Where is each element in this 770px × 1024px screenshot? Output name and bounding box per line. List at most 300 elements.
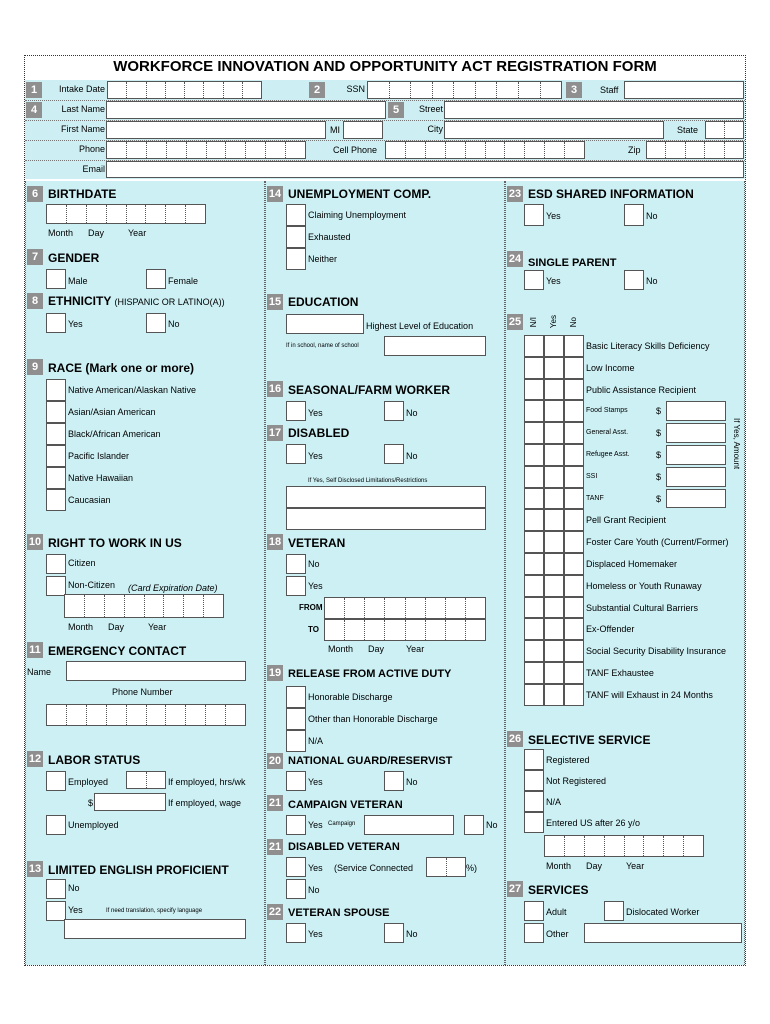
barrier-checkbox[interactable]	[564, 466, 584, 488]
from-label: FROM	[299, 603, 323, 612]
section-number: 2	[309, 82, 325, 98]
section-number: 18	[268, 536, 282, 548]
section-title: GENDER	[48, 251, 100, 265]
dollar-sign: $	[656, 493, 662, 504]
option-label: Other than Honorable Discharge	[308, 714, 438, 724]
birthdate-field[interactable]	[46, 204, 206, 224]
emergency-name-field[interactable]	[66, 661, 246, 681]
day-label: Day	[88, 228, 105, 238]
barrier-checkbox[interactable]	[544, 488, 564, 510]
no-label: No	[68, 883, 80, 893]
first-name-label: First Name	[60, 124, 105, 134]
dollar-sign: $	[656, 471, 662, 482]
section-number: 4	[26, 102, 42, 118]
barrier-checkbox[interactable]	[544, 640, 564, 662]
no-label: No	[406, 777, 418, 787]
barrier-label: Pell Grant Recipient	[586, 515, 667, 526]
barrier-checkbox[interactable]	[524, 509, 544, 531]
barrier-checkbox[interactable]	[564, 444, 584, 466]
barrier-checkbox[interactable]	[524, 488, 544, 510]
barrier-label: Social Security Disability Insurance	[586, 646, 727, 657]
section-title: SINGLE PARENT	[528, 257, 617, 269]
adult-checkbox[interactable]	[524, 901, 544, 921]
section-title: ESD SHARED INFORMATION	[528, 187, 694, 201]
section-title: DISABLED	[288, 426, 350, 440]
option-label: Claiming Unemployment	[308, 210, 407, 220]
section-title	[48, 294, 225, 308]
option-checkbox[interactable]	[524, 812, 544, 833]
barrier-checkbox[interactable]	[544, 357, 564, 379]
section-number: 14	[268, 188, 282, 200]
other-checkbox[interactable]	[524, 923, 544, 943]
phone-label: Phone	[78, 144, 105, 154]
ethnicity-title: ETHNICITY	[48, 294, 112, 308]
section-number: 12	[28, 753, 42, 765]
amount-field[interactable]	[666, 489, 726, 509]
barrier-checkbox[interactable]	[544, 422, 564, 444]
translation-note: If need translation, specify language	[106, 908, 203, 914]
phone-number-label: Phone Number	[112, 687, 173, 697]
barrier-checkbox[interactable]	[544, 575, 564, 597]
year-label: Year	[406, 644, 425, 654]
barrier-checkbox[interactable]	[544, 684, 564, 706]
no-label: No	[308, 885, 320, 895]
barrier-label: Substantial Cultural Barriers	[586, 602, 699, 613]
section-number: 10	[28, 536, 42, 548]
section-title: EMERGENCY CONTACT	[48, 644, 187, 658]
campaign-field[interactable]	[364, 815, 454, 835]
dollar-sign: $	[656, 450, 662, 460]
day-label: Day	[586, 861, 603, 871]
section-number: 6	[27, 186, 43, 202]
non-citizen-label: Non-Citizen	[68, 580, 116, 590]
unemployed-checkbox[interactable]	[46, 815, 66, 835]
non-citizen-checkbox[interactable]	[46, 576, 66, 596]
female-checkbox[interactable]	[146, 269, 166, 289]
yes-label: Yes	[308, 820, 323, 830]
if-yes-amount-label: If Yes, Amount	[732, 418, 741, 470]
barrier-checkbox[interactable]	[564, 531, 584, 553]
barrier-label: Foster Care Youth (Current/Former)	[586, 537, 729, 548]
barrier-checkbox[interactable]	[524, 597, 544, 619]
yes-label: Yes	[546, 276, 561, 286]
barrier-checkbox[interactable]	[564, 553, 584, 575]
option-label: Asian/Asian American	[68, 407, 156, 417]
section-title: BIRTHDATE	[48, 187, 117, 201]
option-label: Black/African American	[68, 429, 161, 439]
barrier-label: TANF Exhaustee	[586, 668, 654, 678]
campaign-no-checkbox[interactable]	[464, 815, 484, 835]
barrier-checkbox[interactable]	[524, 400, 544, 422]
cell-phone-field[interactable]	[385, 141, 585, 159]
dollar-sign: $	[88, 798, 94, 808]
disabled-vet-yes-checkbox[interactable]	[286, 857, 306, 877]
barrier-checkbox[interactable]	[524, 575, 544, 597]
yes-label: Yes	[308, 408, 323, 418]
staff-field[interactable]	[624, 81, 744, 99]
yes-label: Yes	[546, 211, 561, 221]
option-label: N/A	[308, 736, 324, 746]
lep-no-checkbox[interactable]	[46, 879, 66, 899]
spouse-no-checkbox[interactable]	[384, 923, 404, 943]
option-label: Pacific Islander	[68, 451, 130, 461]
section-number: 3	[566, 82, 582, 98]
dollar-sign: $	[656, 428, 662, 439]
option-checkbox[interactable]	[286, 730, 306, 752]
barrier-checkbox[interactable]	[544, 400, 564, 422]
section-number: 15	[268, 296, 282, 308]
header-section	[25, 80, 745, 179]
state-label: State	[677, 125, 699, 135]
no-label: No	[406, 408, 418, 418]
no-label: No	[646, 211, 658, 221]
option-checkbox[interactable]	[286, 248, 306, 270]
mi-label: MI	[330, 125, 340, 135]
seasonal-no-checkbox[interactable]	[384, 401, 404, 421]
option-label: Honorable Discharge	[308, 692, 393, 702]
staff-label: Staff	[600, 85, 619, 95]
city-field[interactable]	[444, 121, 664, 139]
no-label: No	[406, 929, 418, 939]
section-number: 13	[28, 863, 42, 875]
barrier-checkbox[interactable]	[524, 662, 544, 684]
intake-date-label: Intake Date	[58, 84, 105, 94]
guard-yes-checkbox[interactable]	[286, 771, 306, 791]
no-label: No	[308, 559, 320, 569]
yes-label: Yes	[308, 863, 323, 873]
option-checkbox[interactable]	[46, 489, 66, 511]
barrier-checkbox[interactable]	[544, 531, 564, 553]
barrier-checkbox[interactable]	[524, 684, 544, 706]
year-label: Year	[148, 622, 167, 632]
section-number: 1	[26, 82, 42, 98]
street-label: Street	[418, 104, 443, 114]
section-number: 25	[508, 316, 522, 328]
lep-yes-checkbox[interactable]	[46, 901, 66, 921]
citizen-label: Citizen	[68, 558, 96, 568]
limitations-field-1[interactable]	[286, 486, 486, 508]
no-label: No	[406, 451, 418, 461]
barrier-label: Public Assistance Recipient	[586, 384, 697, 395]
section-number: 21	[268, 841, 282, 853]
form-title: WORKFORCE INNOVATION AND OPPORTUNITY ACT REGISTRATION FORM	[113, 58, 657, 75]
barrier-label: Ex-Offender	[586, 624, 635, 635]
barrier-checkbox[interactable]	[524, 335, 544, 357]
barrier-checkbox[interactable]	[524, 640, 544, 662]
barrier-checkbox[interactable]	[544, 662, 564, 684]
card-expiration-label: (Card Expiration Date)	[128, 583, 218, 593]
single-parent-no-checkbox[interactable]	[624, 270, 644, 290]
city-label: City	[427, 124, 443, 134]
barrier-checkbox[interactable]	[564, 335, 584, 357]
barrier-checkbox[interactable]	[564, 684, 584, 706]
male-label: Male	[68, 276, 88, 286]
barrier-checkbox[interactable]	[524, 618, 544, 640]
column-left	[25, 181, 265, 965]
option-label: Neither	[308, 254, 338, 264]
barrier-checkbox[interactable]	[524, 531, 544, 553]
campaign-yes-checkbox[interactable]	[286, 815, 306, 835]
option-checkbox[interactable]	[524, 749, 544, 770]
ni-header: N/I	[529, 317, 538, 328]
section-number: 11	[27, 642, 43, 658]
school-name-field[interactable]	[384, 336, 486, 356]
section-number: 8	[27, 293, 43, 309]
section-number: 20	[268, 755, 282, 767]
column-middle	[265, 181, 505, 965]
section-title: UNEMPLOYMENT COMP.	[288, 187, 432, 201]
option-checkbox[interactable]	[286, 204, 306, 226]
service-from-field[interactable]	[324, 597, 486, 619]
barrier-checkbox[interactable]	[524, 422, 544, 444]
option-label: Native American/Alaskan Native	[68, 385, 197, 395]
ssn-field[interactable]	[367, 81, 562, 99]
section-number: 23	[508, 188, 522, 200]
option-checkbox[interactable]	[286, 708, 306, 730]
option-label: Not Registered	[546, 775, 607, 786]
disabled-no-checkbox[interactable]	[384, 444, 404, 464]
section-title: DISABLED VETERAN	[288, 841, 400, 853]
state-field[interactable]	[705, 121, 744, 139]
no-label: No	[646, 276, 658, 286]
barrier-checkbox[interactable]	[544, 379, 564, 401]
ethnicity-no-checkbox[interactable]	[146, 313, 166, 333]
section-title: NATIONAL GUARD/RESERVIST	[288, 755, 453, 767]
option-checkbox[interactable]	[524, 770, 544, 791]
section-title: RELEASE FROM ACTIVE DUTY	[288, 668, 452, 680]
amount-field[interactable]	[666, 445, 726, 465]
section-number: 16	[268, 383, 282, 395]
section-title: SELECTIVE SERVICE	[528, 733, 651, 747]
no-label: No	[168, 319, 180, 329]
barrier-checkbox[interactable]	[524, 357, 544, 379]
no-header: No	[569, 317, 578, 328]
barrier-checkbox[interactable]	[564, 640, 584, 662]
barrier-checkbox[interactable]	[544, 335, 564, 357]
name-label: Name	[27, 667, 52, 677]
language-field[interactable]	[64, 919, 246, 939]
option-checkbox[interactable]	[286, 226, 306, 248]
yes-label: Yes	[308, 777, 323, 787]
amount-field[interactable]	[666, 423, 726, 443]
employed-checkbox[interactable]	[46, 771, 66, 791]
barrier-checkbox[interactable]	[564, 509, 584, 531]
employed-label: Employed	[68, 777, 109, 787]
service-percent-field[interactable]	[426, 857, 466, 877]
citizen-checkbox[interactable]	[46, 554, 66, 574]
barrier-checkbox[interactable]	[524, 466, 544, 488]
barrier-label: TANF will Exhaust in 24 Months	[586, 689, 713, 700]
barrier-label: Basic Literacy Skills Deficiency	[586, 341, 710, 351]
day-label: Day	[368, 644, 385, 654]
service-connected-label: (Service Connected	[334, 863, 414, 873]
yes-label: Yes	[68, 319, 83, 329]
street-field[interactable]	[444, 101, 744, 119]
section-title: EDUCATION	[288, 295, 359, 309]
limitations-field-2[interactable]	[286, 508, 486, 530]
veteran-no-checkbox[interactable]	[286, 554, 306, 574]
day-label: Day	[108, 622, 125, 632]
barrier-checkbox[interactable]	[544, 618, 564, 640]
barrier-checkbox[interactable]	[564, 422, 584, 444]
limitations-note: If Yes, Self Disclosed Limitations/Restrictions	[308, 478, 428, 484]
barrier-checkbox[interactable]	[564, 618, 584, 640]
barrier-checkbox[interactable]	[524, 379, 544, 401]
adult-label: Adult	[546, 907, 567, 917]
barrier-checkbox[interactable]	[544, 509, 564, 531]
highest-education-label: Highest Level of Education	[366, 321, 474, 331]
education-level-field[interactable]	[286, 314, 364, 334]
other-field[interactable]	[584, 923, 742, 943]
section-number: 27	[508, 883, 522, 895]
option-checkbox[interactable]	[524, 791, 544, 812]
barrier-checkbox[interactable]	[564, 357, 584, 379]
section-title: SEASONAL/FARM WORKER	[288, 383, 450, 397]
barrier-checkbox[interactable]	[564, 575, 584, 597]
month-label: Month	[68, 622, 94, 632]
section-title: LIMITED ENGLISH PROFICIENT	[48, 863, 229, 877]
option-checkbox[interactable]	[46, 445, 66, 467]
ethnicity-yes-checkbox[interactable]	[46, 313, 66, 333]
section-title: SERVICES	[528, 883, 589, 897]
last-name-field[interactable]	[106, 101, 386, 119]
dislocated-checkbox[interactable]	[604, 901, 624, 921]
section-number: 26	[508, 733, 522, 745]
intake-date-field[interactable]	[107, 81, 262, 99]
month-label: Month	[546, 861, 572, 871]
option-label: Entered US after 26 y/o	[546, 817, 641, 828]
veteran-yes-checkbox[interactable]	[286, 576, 306, 596]
section-number: 7	[27, 249, 43, 265]
barrier-label: SSI	[586, 472, 598, 480]
section-title: LABOR STATUS	[48, 753, 141, 767]
cell-phone-label: Cell Phone	[333, 145, 378, 155]
yes-label: Yes	[68, 905, 83, 915]
section-title: VETERAN SPOUSE	[288, 907, 390, 919]
mi-field[interactable]	[343, 121, 383, 139]
disabled-vet-no-checkbox[interactable]	[286, 879, 306, 899]
barrier-checkbox[interactable]	[564, 597, 584, 619]
section-number: 24	[508, 253, 522, 265]
yes-label: Yes	[308, 581, 323, 591]
barrier-label: Food Stamps	[586, 407, 628, 415]
section-number: 22	[268, 906, 282, 918]
option-checkbox[interactable]	[46, 467, 66, 489]
barrier-label: Displaced Homemaker	[586, 559, 678, 569]
entry-date-field[interactable]	[544, 835, 704, 857]
option-label: Native Hawaiian	[68, 473, 134, 483]
esd-no-checkbox[interactable]	[624, 204, 644, 226]
female-label: Female	[168, 276, 199, 286]
disabled-yes-checkbox[interactable]	[286, 444, 306, 464]
barrier-checkbox[interactable]	[564, 662, 584, 684]
option-checkbox[interactable]	[46, 423, 66, 445]
option-checkbox[interactable]	[286, 686, 306, 708]
barrier-checkbox[interactable]	[544, 597, 564, 619]
wage-field[interactable]	[94, 793, 166, 811]
barrier-checkbox[interactable]	[524, 553, 544, 575]
option-label: Registered	[546, 754, 590, 765]
school-name-label: If in school, name of school	[286, 343, 359, 349]
barrier-checkbox[interactable]	[544, 466, 564, 488]
percent-label: %)	[466, 863, 477, 873]
section-title: RIGHT TO WORK IN US	[48, 536, 182, 550]
year-label: Year	[128, 228, 147, 238]
option-checkbox[interactable]	[46, 401, 66, 423]
to-label: TO	[308, 625, 319, 634]
section-number: 21	[268, 797, 282, 809]
section-title: CAMPAIGN VETERAN	[288, 799, 403, 811]
section-number: 5	[388, 102, 404, 118]
hours-label: If employed, hrs/wk	[168, 777, 246, 787]
seasonal-yes-checkbox[interactable]	[286, 401, 306, 421]
last-name-label: Last Name	[61, 104, 105, 114]
barrier-checkbox[interactable]	[544, 444, 564, 466]
guard-no-checkbox[interactable]	[384, 771, 404, 791]
dollar-sign: $	[656, 406, 662, 417]
option-label: Caucasian	[68, 495, 111, 505]
no-label: No	[486, 820, 498, 830]
barrier-label: Low Income	[586, 362, 635, 373]
section-number: 17	[268, 427, 282, 439]
barrier-label: TANF	[586, 494, 604, 502]
hours-field[interactable]	[126, 771, 166, 789]
email-label: Email	[82, 164, 105, 174]
service-to-field[interactable]	[324, 619, 486, 641]
emergency-phone-field[interactable]	[46, 704, 246, 726]
phone-field[interactable]	[106, 141, 306, 159]
option-label: Exhausted	[308, 232, 351, 242]
wage-label: If employed, wage	[168, 798, 242, 808]
barrier-checkbox[interactable]	[524, 444, 544, 466]
year-label: Year	[626, 861, 645, 871]
barrier-checkbox[interactable]	[544, 553, 564, 575]
yes-header: Yes	[549, 315, 558, 329]
other-label: Other	[546, 929, 569, 939]
section-title: VETERAN	[288, 536, 346, 550]
section-number: 9	[27, 359, 43, 375]
zip-field[interactable]	[646, 141, 744, 159]
section-title: RACE (Mark one or more)	[48, 361, 195, 375]
section-number: 19	[268, 667, 282, 679]
male-checkbox[interactable]	[46, 269, 66, 289]
barrier-checkbox[interactable]	[564, 379, 584, 401]
ethnicity-sub: (HISPANIC OR LATINO(A))	[114, 297, 225, 307]
first-name-field[interactable]	[106, 121, 326, 139]
amount-field[interactable]	[666, 401, 726, 421]
spouse-yes-checkbox[interactable]	[286, 923, 306, 943]
month-label: Month	[328, 644, 354, 654]
card-expiration-field[interactable]	[64, 594, 224, 618]
zip-label: Zip	[628, 145, 641, 155]
campaign-label: Campaign	[328, 821, 356, 827]
option-label: N/A	[546, 796, 562, 807]
barrier-checkbox[interactable]	[564, 400, 584, 422]
option-checkbox[interactable]	[46, 379, 66, 401]
email-field[interactable]	[106, 161, 744, 178]
yes-label: Yes	[308, 929, 323, 939]
column-right	[505, 181, 745, 965]
barrier-checkbox[interactable]	[564, 488, 584, 510]
dislocated-label: Dislocated Worker	[626, 907, 700, 917]
barrier-label: General Asst.	[586, 429, 629, 437]
esd-yes-checkbox[interactable]	[524, 204, 544, 226]
ssn-label: SSN	[346, 84, 365, 94]
unemployed-label: Unemployed	[68, 820, 119, 830]
amount-field[interactable]	[666, 467, 726, 487]
barrier-label: Homeless or Youth Runaway	[586, 580, 702, 591]
single-parent-yes-checkbox[interactable]	[524, 270, 544, 290]
